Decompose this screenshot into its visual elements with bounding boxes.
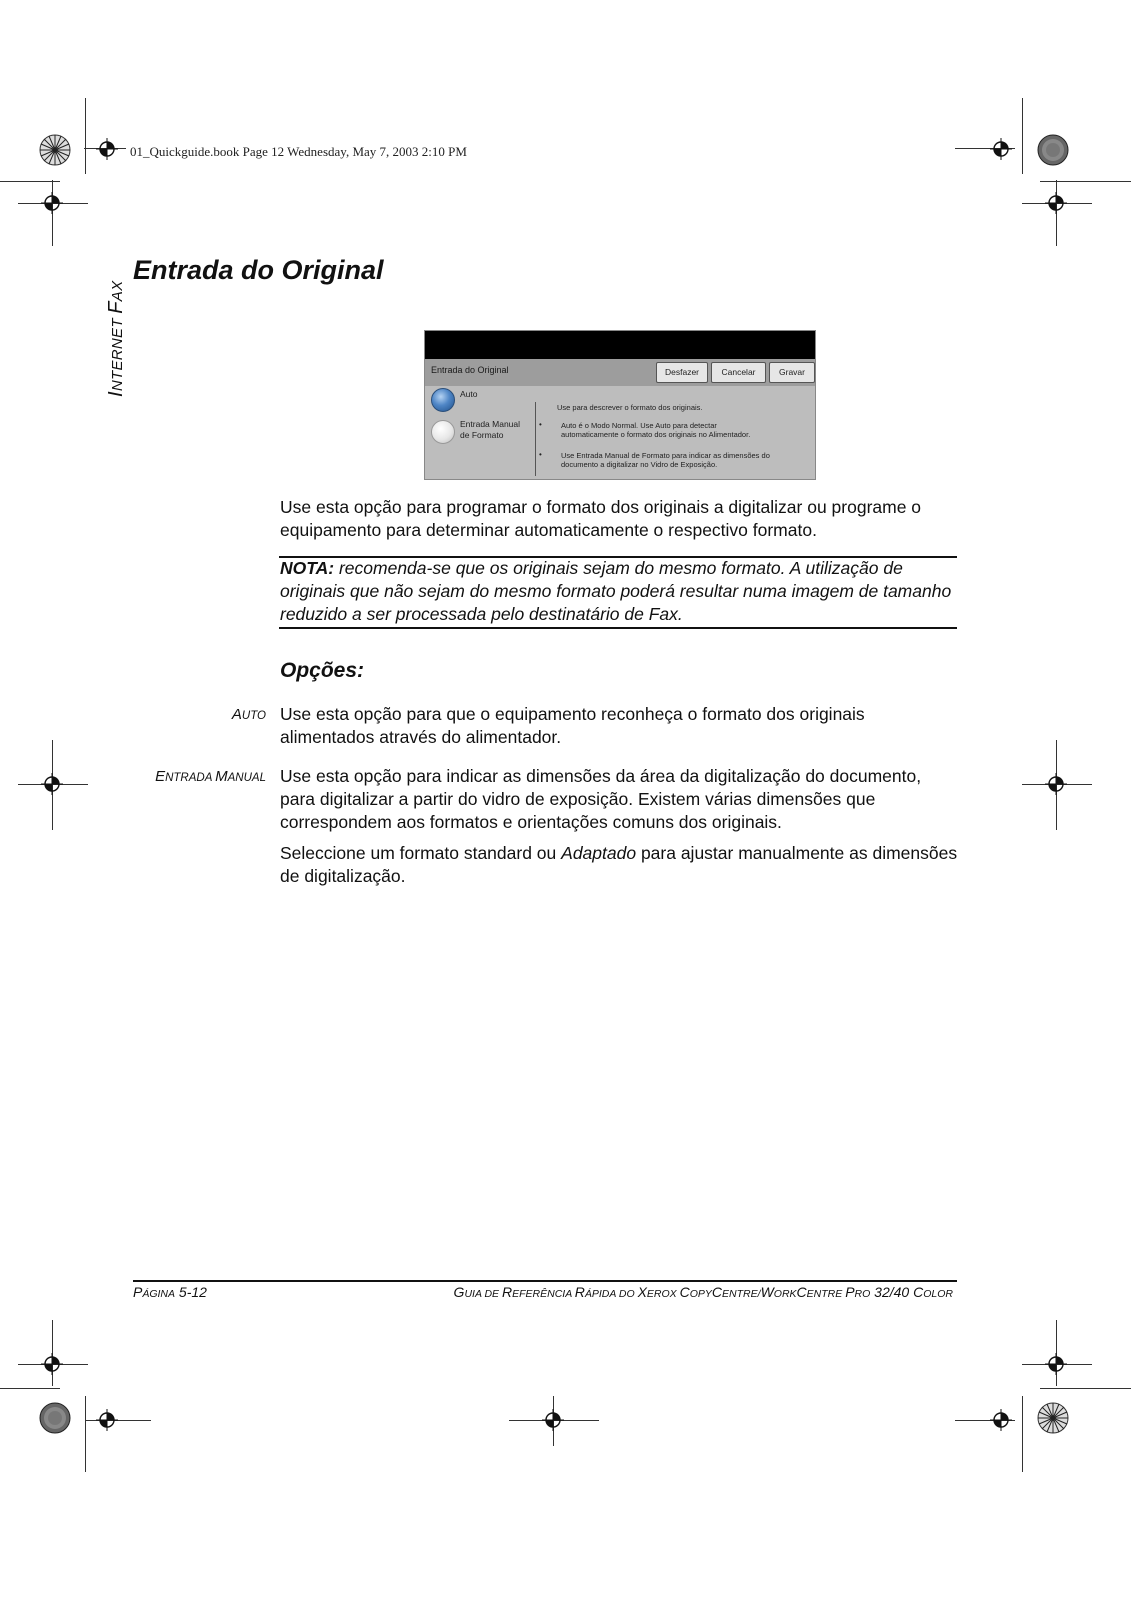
auto-option-label xyxy=(232,706,266,723)
registration-target-icon xyxy=(542,1409,564,1431)
footer-rule xyxy=(133,1280,957,1282)
starburst-mark-icon xyxy=(1037,1402,1069,1434)
registration-target-icon xyxy=(990,138,1012,160)
page-number xyxy=(133,1284,207,1300)
bullet: • xyxy=(539,420,542,429)
footer-text: ORK xyxy=(773,1288,797,1300)
footer-text: EFERÊNCIA xyxy=(512,1288,575,1300)
footer-cap: R xyxy=(501,1284,513,1300)
label-cap: E xyxy=(155,768,166,785)
registration-target-icon xyxy=(1045,773,1067,795)
crop-mark xyxy=(85,1396,86,1472)
footer-cap: P xyxy=(845,1284,855,1300)
options-heading: Opções: xyxy=(280,659,365,682)
text-segment: para ajustar manualmente as dimensões de digitalização. xyxy=(280,843,958,886)
label-text: UTO xyxy=(241,710,266,722)
note-label: NOTA: xyxy=(280,558,335,578)
side-tab-cap: F xyxy=(105,301,127,314)
footer-number: 5-12 xyxy=(175,1284,207,1300)
footer-number: 32/40 xyxy=(870,1284,914,1300)
crop-mark xyxy=(1022,98,1023,174)
cancel-button[interactable]: Cancelar xyxy=(711,362,766,383)
registration-target-icon xyxy=(41,192,63,214)
manual-format-label-line: Entrada Manual xyxy=(460,419,521,429)
help-bullet-line: documento a digitalizar no Vidro de Exposição. xyxy=(561,460,718,469)
book-header: 01_Quickguide.book Page 12 Wednesday, May 7, 2003 2:10 PM xyxy=(130,144,467,159)
ui-screenshot xyxy=(424,330,816,480)
intro-paragraph: Use esta opção para programar o formato dos originais a digitalizar ou programe o equipamento para determinar automaticamente o respectivo formato. xyxy=(280,497,922,540)
crop-mark xyxy=(85,1420,151,1421)
side-tab-text: AX xyxy=(109,280,126,302)
help-bullet-line: Use Entrada Manual de Formato para indicar as dimensões do xyxy=(561,451,770,460)
crop-mark xyxy=(1040,181,1131,182)
footer-cap: C xyxy=(679,1284,690,1300)
registration-target-icon xyxy=(41,773,63,795)
manual-format-option-label xyxy=(460,419,520,441)
manual-option-text: Use esta opção para indicar as dimensões da área da digitalização do documento, para digitalizar a partir do vidro de exposição. Existem várias dimensões que correspondem aos formatos e orientações comuns dos originais. xyxy=(280,766,922,832)
registration-target-icon xyxy=(96,138,118,160)
footer-text: OPY xyxy=(689,1288,712,1300)
auto-option-label: Auto xyxy=(460,389,478,399)
manual-format-radio-button[interactable] xyxy=(431,420,455,444)
text-segment: Seleccione um formato standard ou xyxy=(280,843,562,863)
crop-mark xyxy=(85,98,86,174)
undo-button[interactable]: Desfazer xyxy=(656,362,708,383)
page-title: Entrada do Original xyxy=(133,255,384,285)
registration-target-icon xyxy=(41,1353,63,1375)
help-intro: Use para descrever o formato dos originais. xyxy=(557,403,703,412)
footer-cap: C xyxy=(796,1284,807,1300)
manual-option-text-2 xyxy=(280,842,958,888)
crop-mark xyxy=(0,1388,60,1389)
side-tab xyxy=(105,281,128,397)
help-bullet-line: automaticamente o formato dos originais no Alimentador. xyxy=(561,430,751,439)
registration-target-icon xyxy=(1045,192,1067,214)
footer-text: EROX xyxy=(646,1288,680,1300)
footer-cap: P xyxy=(133,1284,143,1300)
label-text: ANUAL xyxy=(227,772,266,784)
footer-text: RO xyxy=(854,1288,871,1300)
footer-text: ENTRE xyxy=(806,1288,846,1300)
registration-target-icon xyxy=(96,1409,118,1431)
footer-cap: W xyxy=(760,1284,774,1300)
manual-option-label xyxy=(155,768,266,785)
crop-mark xyxy=(1022,1396,1023,1472)
side-tab-cap: I xyxy=(105,391,127,397)
help-bullet-text xyxy=(561,451,770,469)
screen-top-bar xyxy=(425,331,815,359)
label-text: NTRADA xyxy=(165,772,216,784)
footer-cap: G xyxy=(453,1284,465,1300)
footer-text: ÁPIDA DO xyxy=(584,1288,638,1300)
text-segment-italic: Adaptado xyxy=(561,843,637,863)
starburst-mark-icon xyxy=(1037,134,1069,166)
footer-cap: X xyxy=(637,1284,647,1300)
footer-text: OLOR xyxy=(923,1288,953,1300)
note xyxy=(280,557,958,626)
label-cap: A xyxy=(231,706,242,723)
registration-target-icon xyxy=(990,1409,1012,1431)
manual-format-label-line: de Formato xyxy=(460,430,504,440)
starburst-mark-icon xyxy=(39,134,71,166)
note-bottom-rule xyxy=(279,627,957,629)
footer-cap: C xyxy=(711,1284,723,1300)
crop-mark xyxy=(0,181,60,182)
footer-text: UIA DE xyxy=(464,1288,502,1300)
bullet: • xyxy=(539,450,542,459)
footer-text: ÁGINA xyxy=(142,1288,176,1300)
footer-book-title xyxy=(454,1284,953,1300)
starburst-mark-icon xyxy=(39,1402,71,1434)
label-cap: M xyxy=(215,768,228,785)
note-text: recomenda-se que os originais sejam do mesmo formato. A utilização de originais que não sejam do mesmo formato poderá resultar numa imagem de tamanho reduzido a ser processada pelo destinatário de Fax. xyxy=(280,558,952,624)
auto-radio-button[interactable] xyxy=(431,388,455,412)
auto-option-text: Use esta opção para que o equipamento reconheça o formato dos originais alimentados através do alimentador. xyxy=(280,704,865,747)
help-bullet-line: Auto é o Modo Normal. Use Auto para detectar xyxy=(561,421,717,430)
footer-cap: R xyxy=(574,1284,585,1300)
save-button[interactable]: Gravar xyxy=(769,362,815,383)
screen-divider xyxy=(535,402,536,476)
screen-title: Entrada do Original xyxy=(431,365,509,375)
footer-text: ENTRE/ xyxy=(722,1288,761,1300)
footer-cap: C xyxy=(913,1284,924,1300)
registration-target-icon xyxy=(1045,1353,1067,1375)
crop-mark xyxy=(1040,1388,1131,1389)
side-tab-text: NTERNET xyxy=(109,313,126,392)
help-bullet-text xyxy=(561,421,750,439)
